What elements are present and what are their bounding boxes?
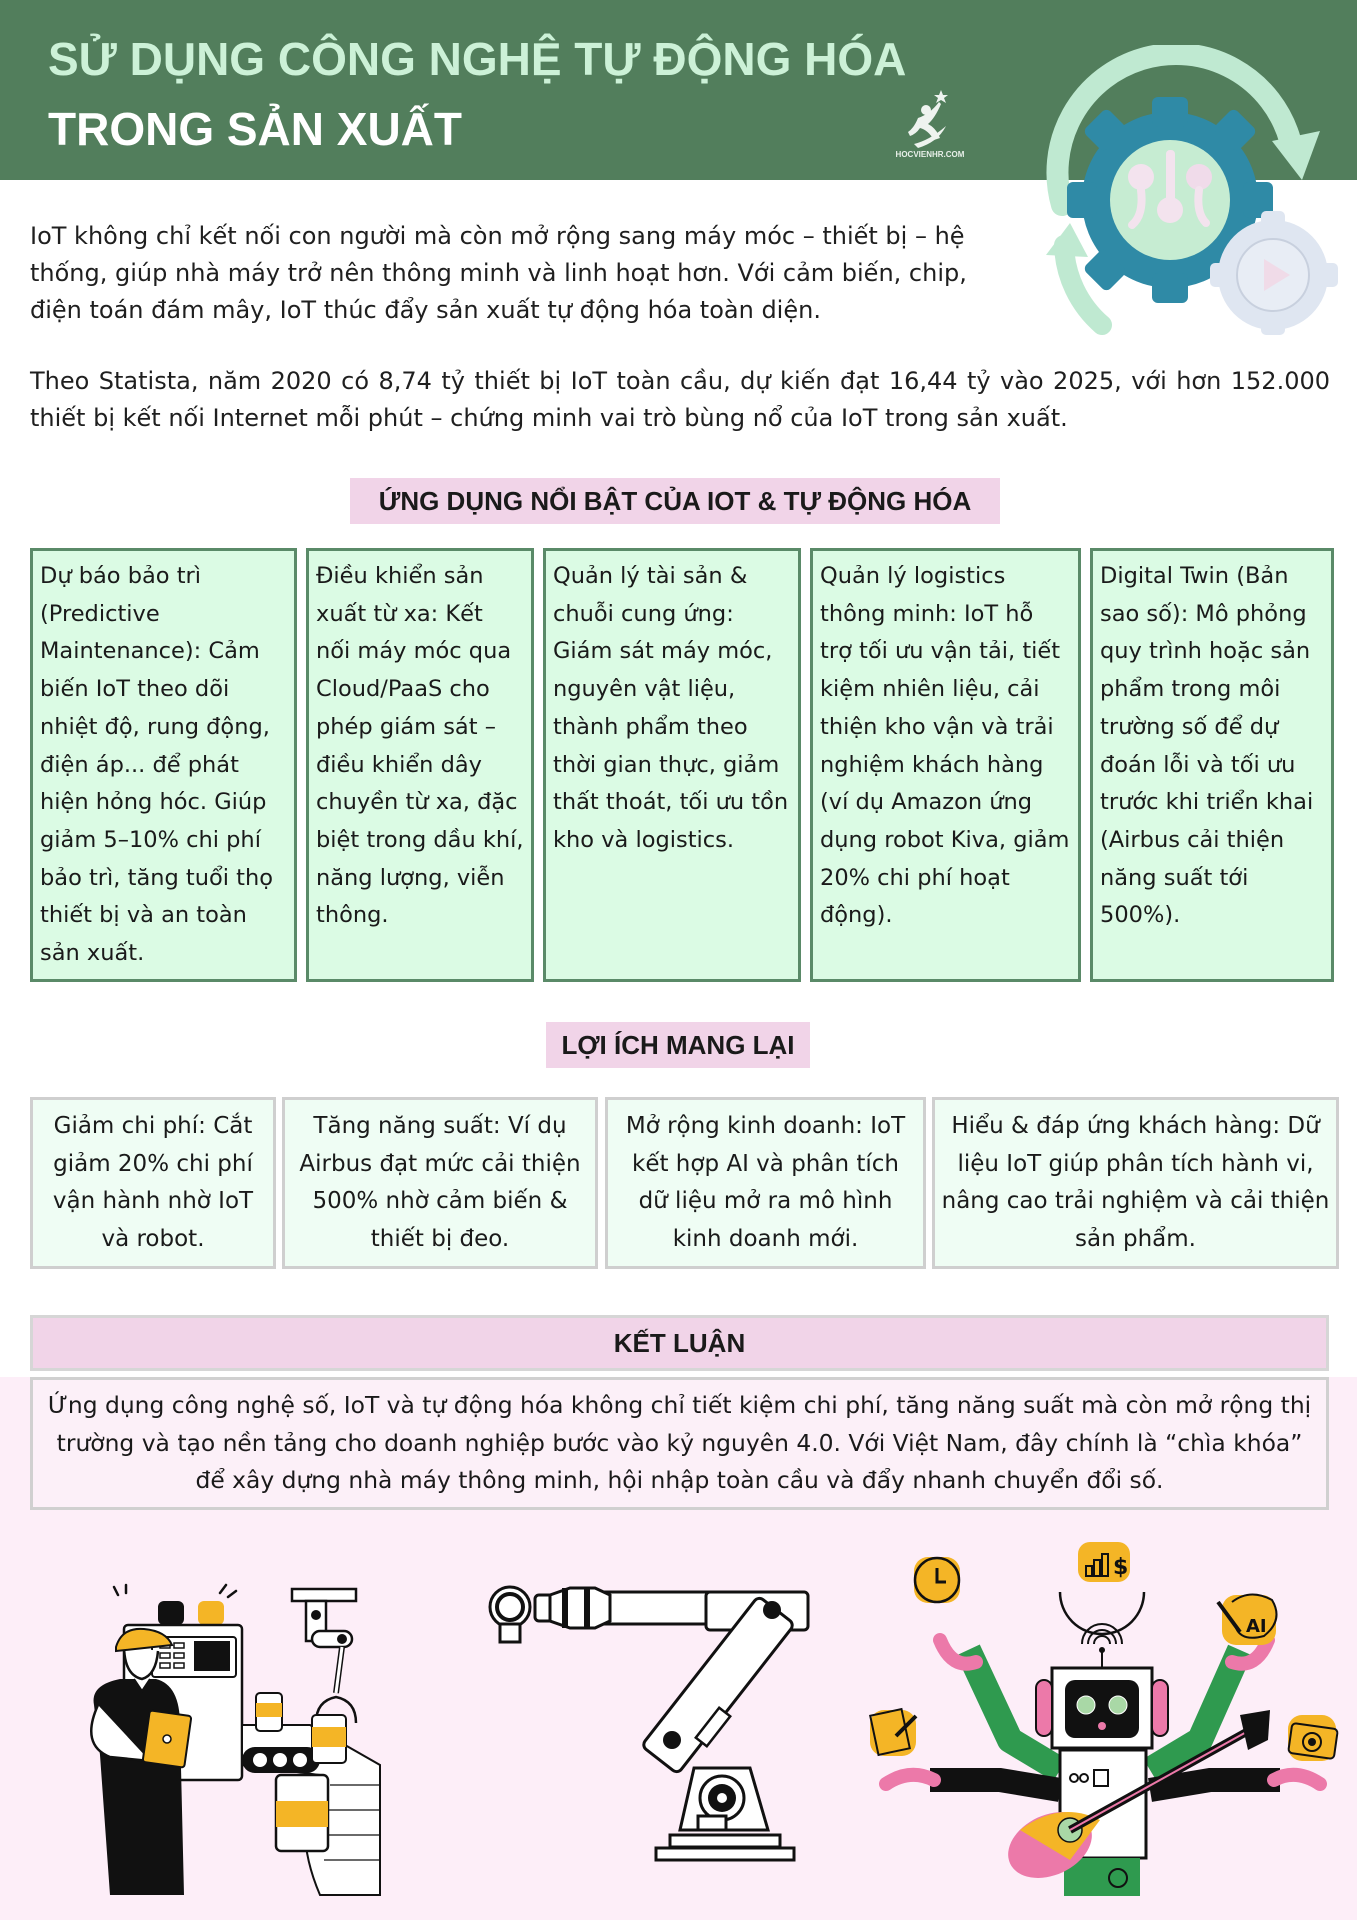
money-symbol: $ [1113,1555,1129,1580]
logo-text: HOCVIENHR.COM [895,150,965,159]
multitask-robot-icon [860,1540,1350,1910]
application-card-asset-management: Quản lý tài sản & chuỗi cung ứng: Giám sát máy móc, nguyên vật liệu, thành phẩm theo thời gian thực, giảm thất thoát, tối ưu tồn kho và logistics. [543,548,801,982]
ai-badge-text: AI [1246,1616,1267,1637]
application-card-smart-logistics: Quản lý logistics thông minh: IoT hỗ trợ tối ưu vận tải, tiết kiệm nhiên liệu, cải thiện kho vận và trải nghiệm khách hàng (ví dụ Amazon ứng dụng robot Kiva, giảm 20% chi phí hoạt động). [810,548,1081,982]
conclusion-body: Ứng dụng công nghệ số, IoT và tự động hóa không chỉ tiết kiệm chi phí, tăng năng suất mà còn mở rộng thị trường và tạo nền tảng cho doanh nghiệp bước vào kỷ nguyên 4.0. Với Việt Nam, đây chính là “chìa khóa” để xây dựng nhà máy thông minh, hội nhập toàn cầu và đẩy nhanh chuyển đổi số. [30,1377,1329,1510]
intro-paragraph-1: IoT không chỉ kết nối con người mà còn mở rộng sang máy móc – thiết bị – hệ thống, giúp nhà máy trở nên thông minh và linh hoạt hơn. Với cảm biến, chip, điện toán đám mây, IoT thúc đẩy sản xuất tự động hóa toàn diện. [30,222,967,324]
gear-cycle-icon [1040,45,1340,335]
benefit-business-expansion: Mở rộng kinh doanh: IoT kết hợp AI và phân tích dữ liệu mở ra mô hình kinh doanh mới. [605,1097,926,1269]
intro-paragraph-2: Theo Statista, năm 2020 có 8,74 tỷ thiết bị IoT toàn cầu, dự kiến đạt 16,44 tỷ vào 2025, với hơn 152.000 thiết bị kết nối Internet mỗi phút – chứng minh vai trò bùng nổ của IoT trong sản xuất. [30,367,1330,432]
application-card-predictive-maintenance: Dự báo bảo trì (Predictive Maintenance): Cảm biến IoT theo dõi nhiệt độ, rung động, điện áp... để phát hiện hỏng hóc. Giúp giảm 5–10% chi phí bảo trì, tăng tuổi thọ thiết bị và an toàn sản xuất. [30,548,297,982]
application-card-remote-control: Điều khiển sản xuất từ xa: Kết nối máy móc qua Cloud/PaaS cho phép giám sát – điều khiển dây chuyền từ xa, đặc biệt trong dầu khí, năng lượng, viễn thông. [306,548,534,982]
robotic-arm-icon [480,1580,820,1900]
application-card-digital-twin: Digital Twin (Bản sao số): Mô phỏng quy trình hoặc sản phẩm trong môi trường số để dự đoán lỗi và tối ưu trước khi triển khai (Airbus cải thiện năng suất tới 500%). [1090,548,1334,982]
benefit-cost-reduction: Giảm chi phí: Cắt giảm 20% chi phí vận hành nhờ IoT và robot. [30,1097,276,1269]
person-reaching-star-icon [880,88,980,150]
page-title-line-1: SỬ DỤNG CÔNG NGHỆ TỰ ĐỘNG HÓA [48,33,907,85]
applications-section-title: ỨNG DỤNG NỔI BẬT CỦA IOT & TỰ ĐỘNG HÓA [350,478,1000,524]
benefit-productivity: Tăng năng suất: Ví dụ Airbus đạt mức cải thiện 500% nhờ cảm biến & thiết bị đeo. [282,1097,598,1269]
page-title-line-2: TRONG SẢN XUẤT [48,103,462,155]
brand-logo [880,88,980,164]
benefit-customer-understanding: Hiểu & đáp ứng khách hàng: Dữ liệu IoT giúp phân tích hành vi, nâng cao trải nghiệm và cải thiện sản phẩm. [932,1097,1339,1269]
factory-worker-icon [80,1575,410,1905]
conclusion-title: KẾT LUẬN [30,1315,1329,1371]
benefits-section-title: LỢI ÍCH MANG LẠI [546,1022,810,1068]
